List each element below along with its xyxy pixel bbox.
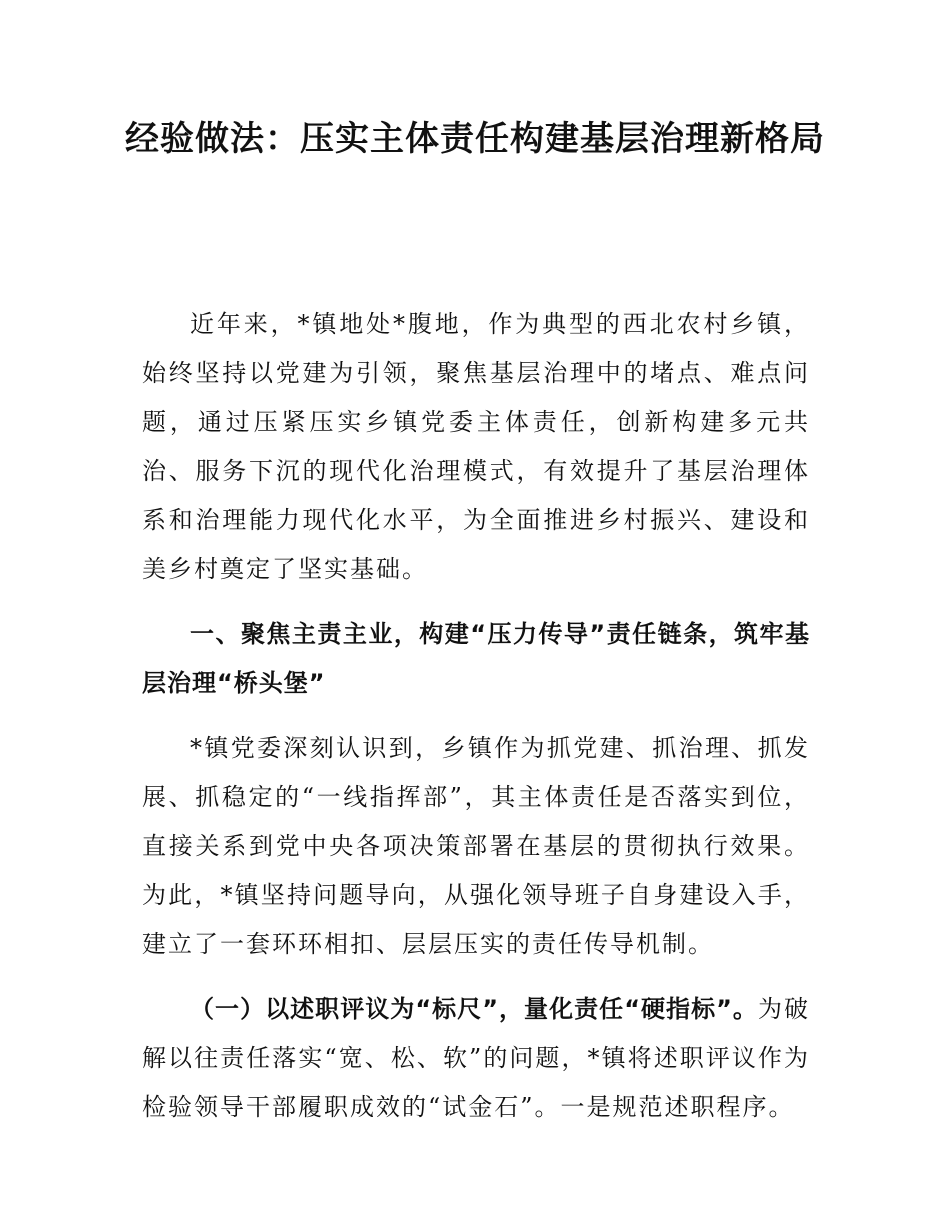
document-body <box>142 300 810 1148</box>
subsection-1-heading: （一）以述职评议为“标尺”，量化责任“硬指标”。 <box>190 995 758 1023</box>
intro-paragraph: 近年来，*镇地处*腹地，作为典型的西北农村乡镇，始终坚持以党建为引领，聚焦基层治理中的堵点、难点问题，通过压紧压实乡镇党委主体责任，创新构建多元共治、服务下沉的现代化治理模式，有效提升了基层治理体系和治理能力现代化水平，为全面推进乡村振兴、建设和美乡村奠定了坚实基础。 <box>142 310 810 583</box>
section-heading-1: 一、聚焦主责主业，构建“压力传导”责任链条，筑牢基层治理“桥头堡” <box>142 620 810 697</box>
subsection-1-text: 为破解以往责任落实“宽、松、软”的问题，*镇将述职评议作为检验领导干部履职成效的“试金石”。一是规范述职程序。 <box>142 995 811 1121</box>
section-1-paragraph: *镇党委深刻认识到，乡镇作为抓党建、抓治理、抓发展、抓稳定的“一线指挥部”，其主体责任是否落实到位，直接关系到党中央各项决策部署在基层的贯彻执行效果。为此，*镇坚持问题导向，从强化领导班子自身建设入手，建立了一套环环相扣、层层压实的责任传导机制。 <box>142 734 810 958</box>
document-title: 经验做法：压实主体责任构建基层治理新格局 <box>125 119 825 159</box>
subsection-1-paragraph <box>142 985 810 1132</box>
